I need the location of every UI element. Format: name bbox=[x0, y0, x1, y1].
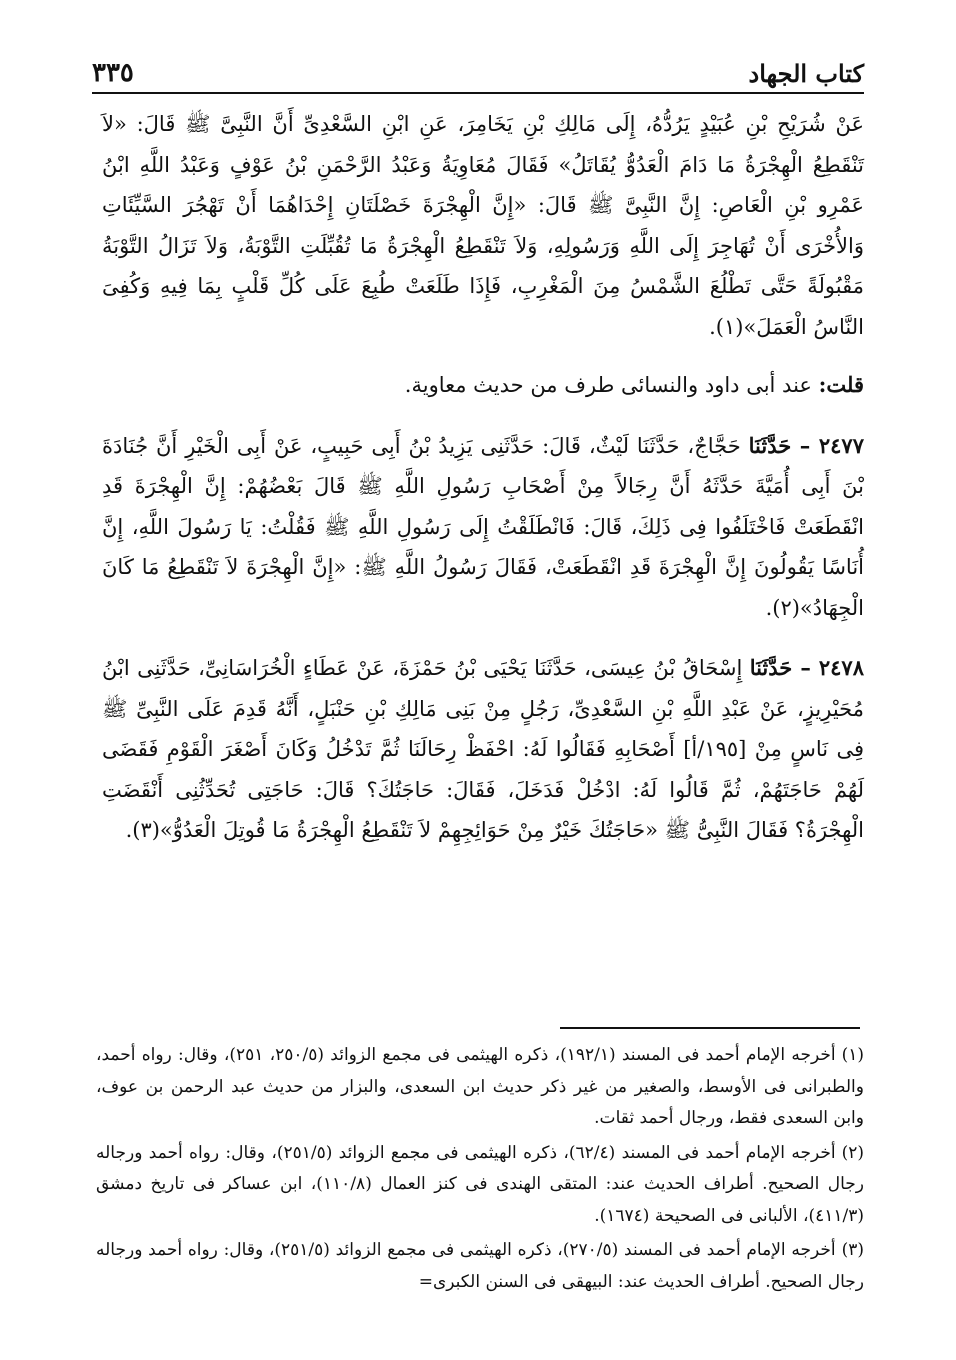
hadith-2478 bbox=[102, 648, 864, 851]
hadith-text-2477: حَجَّاجٌ، حَدَّثَنَا لَيْثٌ، قَالَ: حَدَّثَنِى يَزِيدُ بْنُ أَبِى حَبِيبٍ، عَنْ أَبِى الْخَيْرِ أَنَّ جُنَادَةَ بْنَ أَبِى أُمَيَّةَ حَدَّثَهُ أَنَّ رِجَالاً مِنْ أَصْحَابِ رَسُولِ اللَّهِ ﷺ قَالَ بَعْضُهُمْ: إِنَّ الْهِجْرَةَ قَدِ انْقَطَعَتْ فَاخْتَلَفُوا فِى ذَلِكَ، قَالَ: فَانْطَلَقْتُ إِلَى رَسُولِ اللَّهِ ﷺ فَقُلْتُ: يَا رَسُولَ اللَّهِ، إِنَّ أُنَاسًا يَقُولُونَ إِنَّ الْهِجْرَةَ قَدِ انْقَطَعَتْ، فَقَالَ رَسُولُ اللَّهِ ﷺ: «إِنَّ الْهِجْرَةَ لاَ تَنْقَطِعُ مَا كَانَ الْجِهَادُ»(٢). bbox=[102, 433, 864, 620]
footnote-number: (٣) bbox=[841, 1240, 864, 1260]
footnote-text: أخرجه الإمام أحمد فى المسند (١٩٢/١)، ذكره الهيثمى فى مجمع الزوائد (٢٥٠/٥، ٢٥١)، وقال: رواه أحمد، والطبرانى فى الأوسط، والصغير من غير ذكر حديث ابن السعدى، والبزار من حديث عبد الرحمن بن عوف، وابن السعدى فقط، ورجال أحمد ثقات. bbox=[96, 1045, 864, 1128]
book-title: كتاب الجهاد bbox=[748, 59, 864, 88]
footnote-text: أخرجه الإمام أحمد فى المسند (٢٧٠/٥)، ذكره الهيثمى فى مجمع الزوائد (٢٥١/٥)، وقال: رواه أحمد ورجاله رجال الصحيح. أطراف الحديث عند: البيهقى فى السنن الكبرى= bbox=[96, 1240, 864, 1292]
header-divider bbox=[92, 92, 864, 94]
footnote-3 bbox=[96, 1235, 864, 1298]
footnote-2 bbox=[96, 1138, 864, 1233]
footnote-divider bbox=[560, 1027, 860, 1029]
hadith-2477 bbox=[102, 426, 864, 629]
footnote-text: أخرجه الإمام أحمد فى المسند (٦٢/٤)، ذكره الهيثمى فى مجمع الزوائد (٢٥١/٥)، وقال: رواه أحمد ورجاله رجال الصحيح. أطراف الحديث عند: المتقى الهندى فى كنز العمال (١١٠/٨)، ابن عساكر فى تاريخ دمشق (٤١١/٣)، الألبانى فى الصحيحة (١٦٧٤). bbox=[96, 1142, 865, 1226]
main-text bbox=[102, 104, 864, 851]
page-header bbox=[92, 48, 864, 88]
hadith-number-2477: ٢٤٧٧ – حَدَّثَنَا bbox=[748, 432, 864, 458]
scholar-note bbox=[102, 365, 864, 406]
hadith-continuation: عَنْ شُرَيْحِ بْنِ عُبَيْدٍ يَرُدُّهُ، إِلَى مَالِكِ بْنِ يَخَامِرَ، عَنِ ابْنِ السَّعْدِىِّ أَنَّ النَّبِىَّ ﷺ قَالَ: «لاَ تَنْقَطِعُ الْهِجْرَةُ مَا دَامَ الْعَدُوُّ يُقَاتَلُ» فَقَالَ مُعَاوِيَةُ وَعَبْدُ الرَّحْمَنِ بْنُ عَوْفٍ وَعَبْدُ اللَّهِ ابْنُ عَمْرِو بْنِ الْعَاصِ: إِنَّ النَّبِىَّ ﷺ قَالَ: «إِنَّ الْهِجْرَةَ خَصْلَتَانِ إِحْدَاهُمَا أَنْ تَهْجُرَ السَّيِّئَاتِ وَالأُخْرَى أَنْ تُهَاجِرَ إِلَى اللَّهِ وَرَسُولِهِ، وَلاَ تَنْقَطِعُ الْهِجْرَةُ مَا تُقُبِّلَتِ التَّوْبَةُ، وَلاَ تَزَالُ التَّوْبَةُ مَقْبُولَةً حَتَّى تَطْلُعَ الشَّمْسُ مِنَ الْمَغْرِبِ، فَإِذَا طَلَعَتْ طُبِعَ عَلَى كُلِّ قَلْبٍ بِمَا فِيهِ وَكُفِىَ النَّاسُ الْعَمَلَ»(١). bbox=[102, 112, 864, 339]
footnote-number: (١) bbox=[841, 1045, 864, 1065]
footnote-number: (٢) bbox=[841, 1142, 864, 1163]
page-number: ٣٣٥ bbox=[92, 58, 134, 88]
hadith-text-2478: إِسْحَاقُ بْنُ عِيسَى، حَدَّثَنَا يَحْيَى بْنُ حَمْزَةَ، عَنْ عَطَاءٍ الْخُرَاسَانِىِّ، حَدَّثَنِى ابْنُ مُحَيْرِيزٍ، عَنْ عَبْدِ اللَّهِ بْنِ السَّعْدِىِّ، رَجُلٍ مِنْ بَنِى مَالِكِ بْنِ حَنْبَلٍ، أَنَّهُ قَدِمَ عَلَى النَّبِىِّ ﷺ فِى نَاسٍ مِنْ [١٩٥/أ] أَصْحَابِهِ فَقَالُوا لَهُ: احْفَظْ رِحَالَنَا ثُمَّ تَدْخُلُ وَكَانَ أَصْغَرَ الْقَوْمِ فَقَضَى لَهُمْ حَاجَتَهُمْ، ثُمَّ قَالُوا لَهُ: ادْخُلْ فَدَخَلَ، فَقَالَ: حَاجَتُكَ؟ قَالَ: حَاجَتِى تُحَدِّثُنِى أَنْقَضَتِ الْهِجْرَةُ؟ فَقَالَ النَّبِىُّ ﷺ «حَاجَتُكَ خَيْرٌ مِنْ حَوَائِجِهِمْ لاَ تَنْقَطِعُ الْهِجْرَةُ مَا قُوتِلَ الْعَدُوُّ»(٣). bbox=[102, 656, 865, 842]
footnote-1 bbox=[96, 1040, 864, 1135]
note-label: قلت: bbox=[818, 372, 864, 397]
hadith-number-2478: ٢٤٧٨ – حَدَّثَنَا bbox=[749, 655, 864, 680]
footnotes bbox=[96, 1040, 864, 1301]
note-text: عند أبى داود والنسائى طرف من حديث معاوية. bbox=[404, 373, 819, 397]
